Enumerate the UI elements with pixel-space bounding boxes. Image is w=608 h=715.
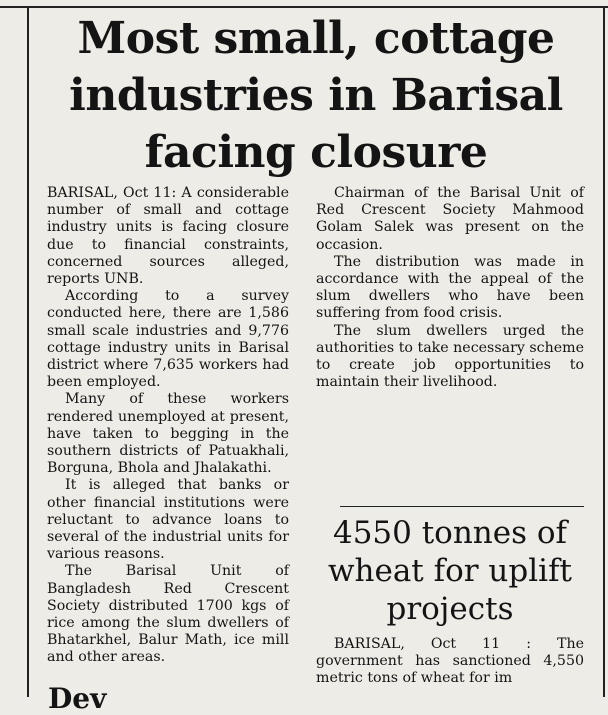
article-divider bbox=[340, 506, 584, 507]
second-article-body bbox=[316, 636, 584, 688]
main-headline: Most small, cottage industries in Barisal facing closure bbox=[69, 13, 563, 178]
article-paragraph: Many of these workers rendered unemployed at present, have taken to begging in the southern districts of Patuakhali, Borguna, Bhola and Jhalakathi. bbox=[47, 391, 289, 477]
right-column-rule bbox=[603, 8, 605, 697]
article-column-right bbox=[316, 185, 584, 391]
article-paragraph: According to a survey conducted here, there are 1,586 small scale industries and 9,776 cottage industry units in Barisal district where 7,635 workers had been employed. bbox=[47, 288, 289, 391]
second-headline: 4550 tonnes of wheat for uplift projects bbox=[327, 515, 573, 627]
left-column-rule bbox=[27, 8, 29, 697]
next-article-headline-fragment bbox=[48, 682, 208, 715]
article-column-left bbox=[47, 185, 289, 667]
article-paragraph: The distribution was made in accordance with the appeal of the slum dwellers who have been suffering from food crisis. bbox=[316, 253, 584, 322]
article-paragraph: The slum dwellers urged the authorities to take necessary scheme to create job opportunities to maintain their livelihood. bbox=[316, 322, 584, 391]
article-paragraph: BARISAL, Oct 11 : The government has sanctioned 4,550 metric tons of wheat for im bbox=[316, 636, 584, 687]
article-paragraph: It is alleged that banks or other financial institutions were reluctant to advance loans to several of the industrial units for various reasons. bbox=[47, 477, 289, 563]
next-headline-text: Dev bbox=[48, 682, 107, 715]
top-rule bbox=[0, 0, 608, 8]
article-paragraph: Chairman of the Barisal Unit of Red Crescent Society Mahmood Golam Salek was present on the occasion. bbox=[316, 185, 584, 253]
article-paragraph: BARISAL, Oct 11: A considerable number of small and cottage industry units is facing closure due to financial constraints, concerned sources alleged, reports UNB. bbox=[47, 185, 289, 288]
article-paragraph: The Barisal Unit of Bangladesh Red Crescent Society distributed 1700 kgs of rice among the slum dwellers of Bhatarkhel, Balur Math, ice mill and other areas. bbox=[47, 563, 289, 666]
